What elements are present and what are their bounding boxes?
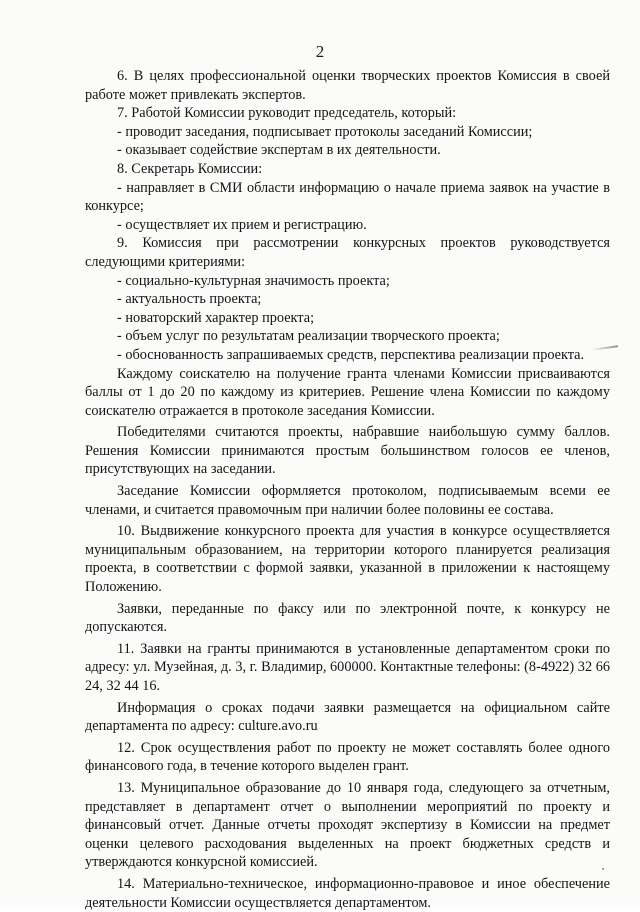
paragraph: Заявки, переданные по факсу или по электронной почте, к конкурсу не допускаются. [85,600,610,636]
paragraph: Заседание Комиссии оформляется протоколом, подписываемым всеми ее членами, и считается правомочным при наличии более половины ее состава. [85,483,610,518]
paragraph: 11. Заявки на гранты принимаются в установленные департаментом сроки по адресу: ул. Музейная, д. 3, г. Владимир, 600000. Контактные телефоны: (8-4922) 32 66 24, 32 44 16. [85,640,610,694]
paragraph: Победителями считаются проекты, набравшие наибольшую сумму баллов. Решения Комиссии принимаются простым большинством голосов ее членов, присутствующих на заседании. [85,424,610,478]
paragraph: Каждому соискателю на получение гранта членами Комиссии присваиваются баллы от 1 до 20 по каждому из критериев. Решение члена Комиссии по каждому соискателю отражается в протоколе заседания Комиссии. [85,365,610,419]
list-item: - направляет в СМИ области информацию о начале приема заявок на участие в конкурсе; [85,179,610,215]
scan-artifact-dot [602,868,604,870]
list-item: - обоснованность запрашиваемых средств, перспектива реализации проекта. [117,346,585,363]
paragraph: Информация о сроках подачи заявки размещается на официальном сайте департамента по адресу: culture.avo.ru [85,699,610,735]
list-item: - проводит заседания, подписывает протоколы заседаний Комиссии; [117,123,533,140]
page-number: 2 [315,42,325,61]
paragraph: 6. В целях профессиональной оценки творческих проектов Комиссия в своей работе может привлекать экспертов. [85,68,610,103]
paragraph: 12. Срок осуществления работ по проекту не может составлять более одного финансового года, в течение которого выделен грант. [85,739,610,775]
list-item: - оказывает содействие экспертам в их деятельности. [117,142,441,159]
paragraph: 13. Муниципальное образование до 10 января года, следующего за отчетным, представляет в департамент отчет о выполнении мероприятий по проекту и финансовый отчет. Данные отчеты проходят экспертизу в Комиссии на предмет оценки целевого расходования выделенных на проект бюджетных средств и утверждаются конкурсной комиссией. [85,779,610,871]
paragraph: 7. Работой Комиссии руководит председатель, который: [117,105,457,122]
paragraph: 8. Секретарь Комиссии: [117,160,263,177]
paragraph: 9. Комиссия при рассмотрении конкурсных проектов руководствуется следующими критериями: [85,235,610,270]
document-body [85,67,610,912]
paragraph: 14. Материально-техническое, информационно-правовое и иное обеспечение деятельности Комиссии осуществляется департаментом. [85,875,610,911]
list-item: - социально-культурная значимость проекта; [117,272,390,289]
list-item: - новаторский характер проекта; [117,309,315,326]
list-item: - объем услуг по результатам реализации творческого проекта; [117,328,500,345]
list-item: - осуществляет их прием и регистрацию. [117,216,367,233]
paragraph: 10. Выдвижение конкурсного проекта для участия в конкурсе осуществляется муниципальным образованием, на территории которого планируется реализация проекта, в соответствии с формой заявки, указанной в приложении к настоящему Положению. [85,523,610,596]
list-item: - актуальность проекта; [117,291,262,308]
